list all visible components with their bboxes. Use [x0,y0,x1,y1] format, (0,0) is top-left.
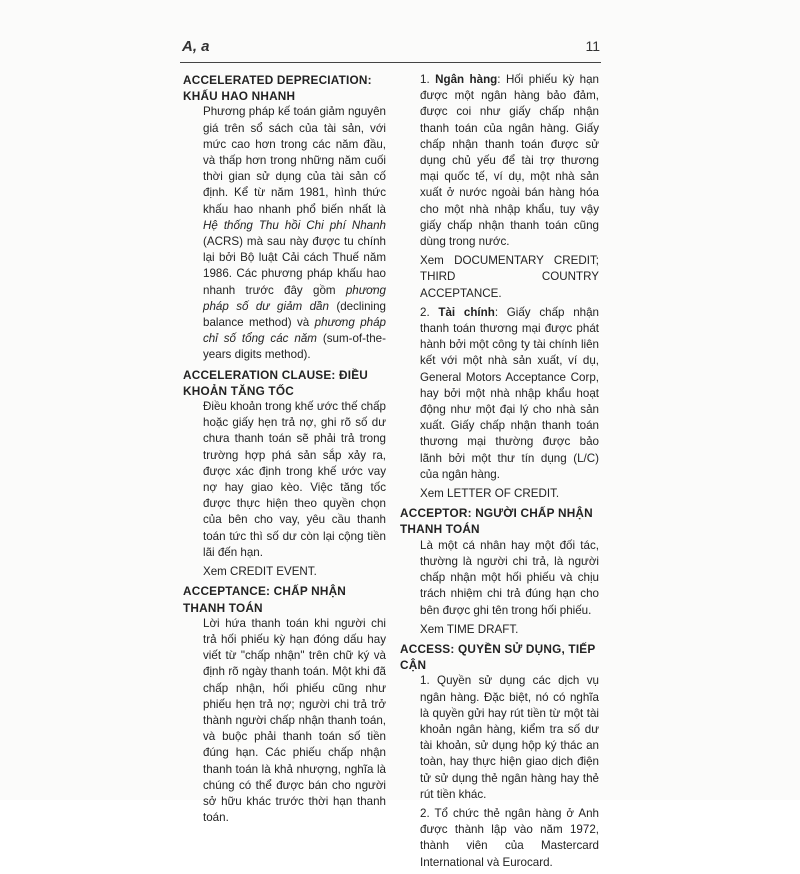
entry-term: ACCESS: QUYỀN SỬ DỤNG, TIẾP CẬN [400,641,596,673]
entry-definition [420,673,599,870]
entry-term: ACCEPTANCE: CHẤP NHẬN THANH TOÁN [183,584,347,615]
cross-reference: Xem DOCUMENTARY CREDIT; THIRD COUNTRY ACCEPTANCE. [420,254,599,300]
entry-access [400,641,599,871]
entry-definition [420,72,599,502]
section-letter-header: A, a [182,38,210,55]
entry-definition [203,399,386,580]
entry-term: ACCEPTOR: NGƯỜI CHẤP NHẬN THANH TOÁN [400,506,593,537]
sense-label: Ngân hàng [435,73,498,86]
entry-term: ACCELERATION CLAUSE: ĐIỀU KHOẢN TĂNG TỐC [183,367,369,398]
text-run: (declining balance method) và [203,299,386,330]
text-run: : Giấy chấp nhận thanh toán thương mại được phát hành bởi một công ty tài chính liên kết với một nhà sản xuất, ví dụ, General Motors Acceptance Corp, hay bởi một nhà nhập khẩu hoạt động như một đại lý cho nhà sản xuất. Giấy chấp nhận thanh toán thương mại thường được bảo lãnh bởi một thư tín dụng (L/C) của ngân hàng. [420,305,600,481]
numbered-sense: 1. Quyền sử dụng các dịch vụ ngân hàng. Đặc biệt, nó có nghĩa là quyền gửi hay rút tiền từ một tài khoản ngân hàng, kiểm tra số dư tài khoản, sử dụng hộp ký thác an toàn, hay thực hiện giao dịch điện tử sử dụng thẻ ngân hàng hay thẻ rút tiền khác. [420,674,599,801]
page-number: 11 [585,38,600,54]
text-run: : Hối phiếu kỳ hạn được một ngân hàng bảo đảm, được coi như giấy chấp nhận thanh toán của ngân hàng. Giấy chấp nhận thanh toán được sử dụng chủ yếu để tài trợ thương mại quốc tế, ví dụ, một nhà sản xuất ở nước ngoài bán hàng hóa cho một nhà nhập khẩu, tuy vậy giấy chấp nhận thanh toán cũng dùng trong nước. [420,73,599,249]
numbered-sense [420,72,599,250]
entry-accelerated-depreciation [183,72,386,364]
text-run: (ACRS) mà sau này được tu chính lại bởi Bộ luật Cải cách Thuế năm 1986. Các phương pháp khấu hao nhanh trước đây gồm [203,235,386,297]
entry-acceptance [183,583,386,826]
sense-label: Tài chính [438,305,495,319]
right-column [400,72,599,874]
entry-acceleration-clause [183,367,386,581]
numbered-sense [420,305,599,483]
cross-reference: Xem LETTER OF CREDIT. [420,487,560,501]
sense-number: 1. [420,73,436,86]
cross-reference: Xem TIME DRAFT. [420,622,519,636]
left-column [183,72,386,829]
header-rule [180,62,601,63]
entry-definition [203,616,386,827]
text-run: (sum-of-the-years digits method). [203,332,386,362]
entry-acceptor [400,505,599,638]
italic-term: phương pháp số dư giảm dần [203,283,386,313]
numbered-sense: 2. Tổ chức thẻ ngân hàng ở Anh được thành lập vào năm 1972, thành viên của Mastercard International và Eurocard. [420,806,599,869]
definition-paragraph [203,104,386,363]
entry-acceptance-continued [400,72,599,502]
definition-paragraph: Lời hứa thanh toán khi người chi trả hối phiếu kỳ hạn đóng dấu hay viết từ "chấp nhận" trên chữ ký và định rõ ngày thanh toán. Một khi đã chấp nhận, hối phiếu cũng như phiếu hẹn trả nợ; người chi trả trở thành người chấp nhận thanh toán, và buộc phải thanh toán số tiền đúng hạn. Các phiếu chấp nhận thanh toán là khả nhượng, nghĩa là chúng có thể được bán cho người sở hữu khác trước thời hạn thanh toán. [203,616,386,825]
entry-term: ACCELERATED DEPRECIATION: KHẤU HAO NHANH [183,73,372,104]
entry-definition [420,538,599,638]
italic-term: phương pháp chỉ số tổng các năm [203,316,386,346]
sense-number: 2. [420,305,439,319]
italic-term: Hệ thống Thu hồi Chi phí Nhanh [203,218,386,232]
definition-paragraph: Điều khoản trong khế ước thế chấp hoặc giấy hẹn trả nợ, ghi rõ số dư chưa thanh toán sẽ phải trả trong trường hợp phá sản sắp xảy ra, được xác định trong khế ước vay nợ hay giao kèo. Việc tăng tốc được thực hiện theo quyền chọn của bên cho vay, yêu cầu thanh toán tức thì số dư còn lại cộng tiền lãi đến hạn. [203,400,386,559]
entry-definition [203,104,386,363]
text-run: Phương pháp kế toán giảm nguyên giá trên sổ sách của tài sản, với mức cao hơn trong các năm đầu, và thấp hơn trong những năm cuối thời gian sử dụng của tài sản cố định. Kể từ năm 1981, hình thức khấu hao nhanh phổ biến nhất là [203,105,386,216]
definition-paragraph: Là một cá nhân hay một đối tác, thường là người chi trả, là người chấp nhận một hối phiếu và chịu trách nhiệm chi trả đúng hạn cho bên được ghi tên trong hối phiếu. [420,538,599,617]
cross-reference: Xem CREDIT EVENT. [203,565,317,579]
